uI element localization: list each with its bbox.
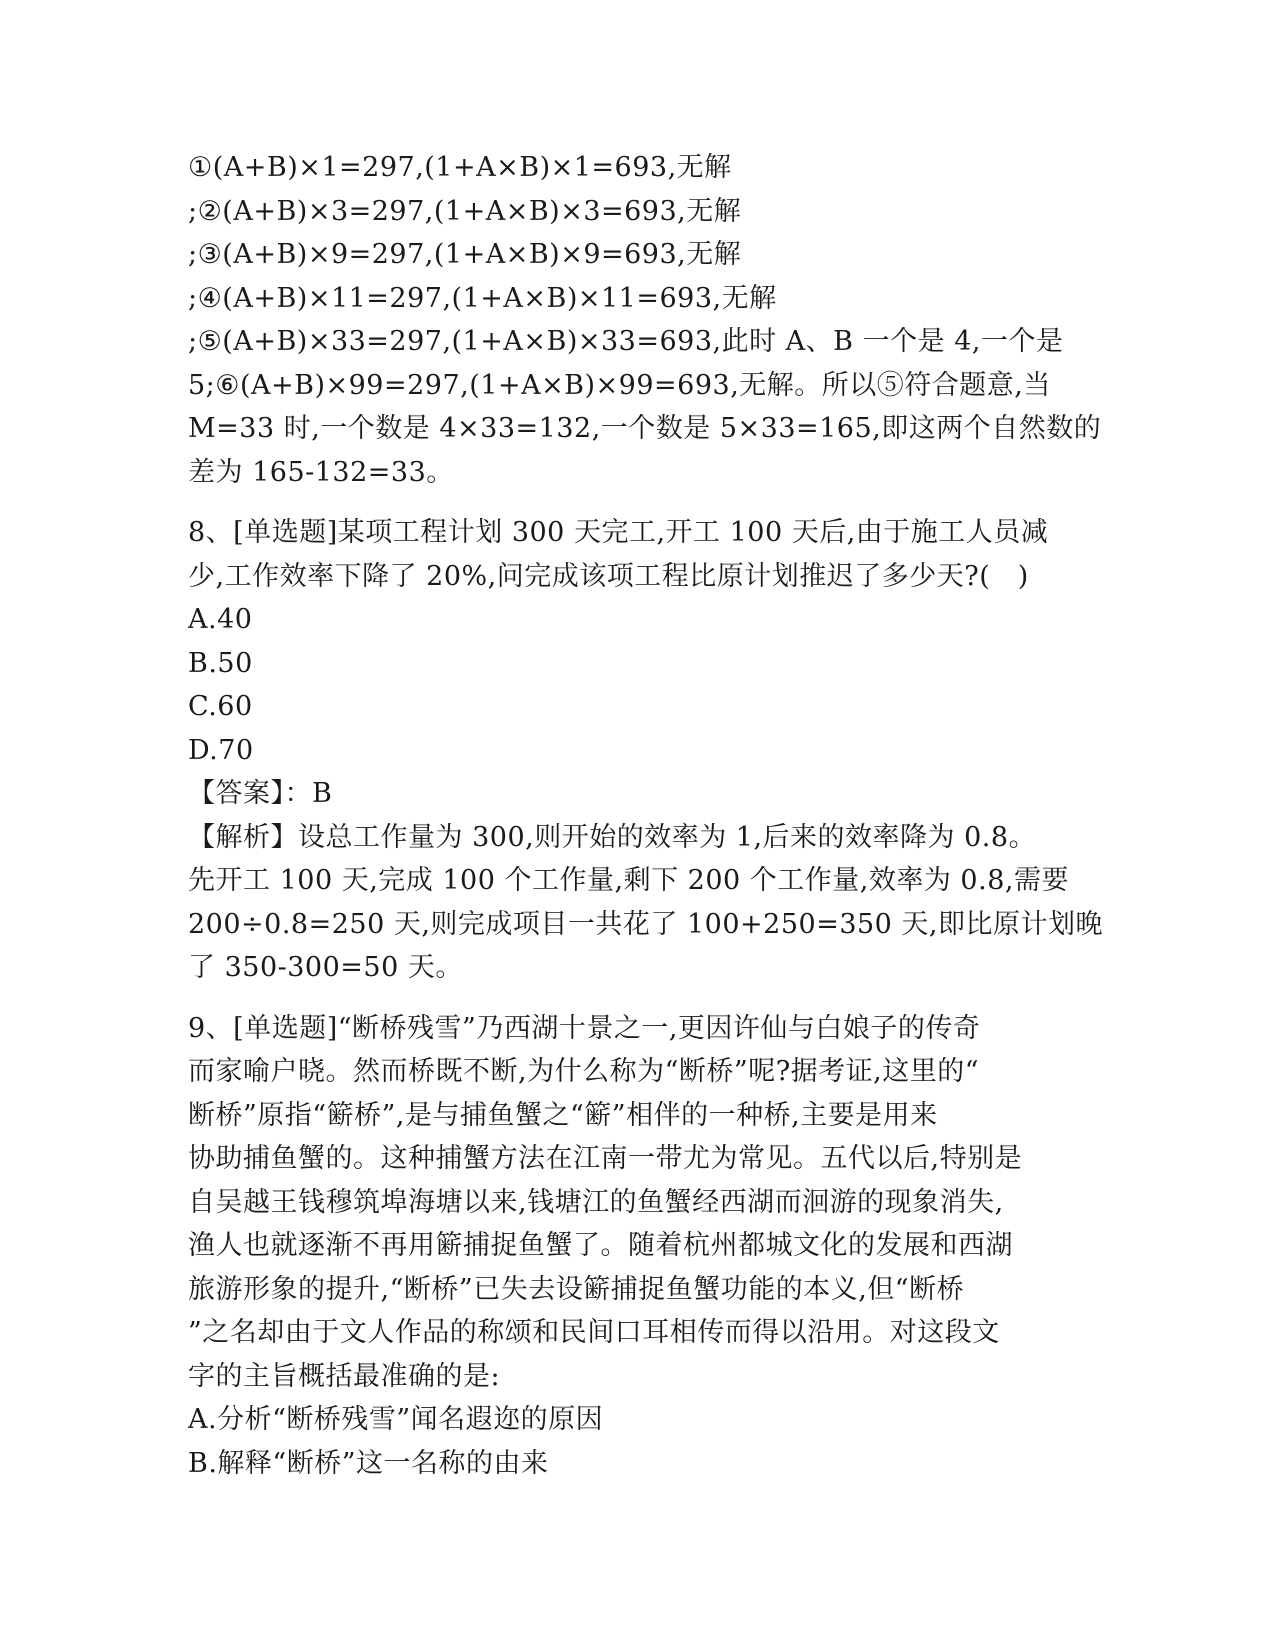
question-stem-line: 少,工作效率下降了 20%,问完成该项工程比原计划推迟了多少天?( ) (188, 560, 1029, 592)
question-stem-line: 8、[单选题]某项工程计划 300 天完工,开工 100 天后,由于施工人员减 (188, 517, 1049, 548)
option-c: C.60 (188, 691, 253, 722)
question-stem-line: 旅游形象的提升,“断桥”已失去设簖捕捉鱼蟹功能的本义,但“断桥 (188, 1273, 965, 1305)
analysis-line: 先开工 100 天,完成 100 个工作量,剩下 200 个工作量,效率为 0.8,需要 (188, 865, 1069, 896)
question-stem-line: 9、[单选题]“断桥残雪”乃西湖十景之一,更因许仙与白娘子的传奇 (188, 1012, 981, 1044)
solution-line: M=33 时,一个数是 4×33=132,一个数是 5×33=165,即这两个自然数的 (188, 413, 1102, 444)
question-stem-line: 字的主旨概括最准确的是: (188, 1360, 501, 1392)
analysis-line: 【解析】设总工作量为 300,则开始的效率为 1,后来的效率降为 0.8。 (188, 821, 1037, 853)
question-stem-line: 协助捕鱼蟹的。这种捕蟹方法在江南一带尤为常见。五代以后,特别是 (188, 1143, 1023, 1174)
solution-line: ;③(A+B)×9=297,(1+A×B)×9=693,无解 (188, 239, 742, 270)
option-a: A.40 (188, 604, 253, 635)
solution-line: 5;⑥(A+B)×99=297,(1+A×B)×99=693,无解。所以⑤符合题意,当 (188, 369, 1051, 401)
option-a: A.分析“断桥残雪”闻名遐迩的原因 (188, 1404, 604, 1435)
option-b: B.50 (188, 647, 253, 679)
option-d: D.70 (188, 734, 254, 766)
question-stem-line: 断桥”原指“簖桥”,是与捕鱼蟹之“簖”相伴的一种桥,主要是用来 (188, 1099, 938, 1131)
document-page (188, 146, 1104, 1485)
question-8 (188, 511, 1104, 990)
section-gap (188, 990, 1088, 1007)
section-gap (188, 494, 1088, 511)
analysis-line: 了 350-300=50 天。 (188, 952, 463, 983)
question-stem-line: 而家喻户晓。然而桥既不断,为什么称为“断桥”呢?据考证,这里的“ (188, 1056, 980, 1087)
previous-solution (188, 146, 1102, 494)
solution-line: ;④(A+B)×11=297,(1+A×B)×11=693,无解 (188, 282, 777, 314)
solution-line: 差为 165-132=33。 (188, 456, 454, 488)
answer-line: 【答案】：B (188, 778, 333, 809)
question-9 (188, 1007, 1088, 1486)
analysis-line: 200÷0.8=250 天,则完成项目一共花了 100+250=350 天,即比原计划晚 (188, 908, 1104, 940)
solution-line: ;②(A+B)×3=297,(1+A×B)×3=693,无解 (188, 195, 742, 227)
question-stem-line: 渔人也就逐渐不再用簖捕捉鱼蟹了。随着杭州都城文化的发展和西湖 (188, 1230, 1013, 1261)
option-b: B.解释“断桥”这一名称的由来 (188, 1447, 549, 1479)
question-stem-line: ”之名却由于文人作品的称颂和民间口耳相传而得以沿用。对这段文 (188, 1317, 1000, 1348)
solution-line: ;⑤(A+B)×33=297,(1+A×B)×33=693,此时 A、B 一个是 4,一个是 (188, 326, 1064, 357)
solution-line: ①(A+B)×1=297,(1+A×B)×1=693,无解 (188, 152, 732, 183)
question-stem-line: 自吴越王钱穆筑埠海塘以来,钱塘江的鱼蟹经西湖而洄游的现象消失, (188, 1186, 1004, 1218)
